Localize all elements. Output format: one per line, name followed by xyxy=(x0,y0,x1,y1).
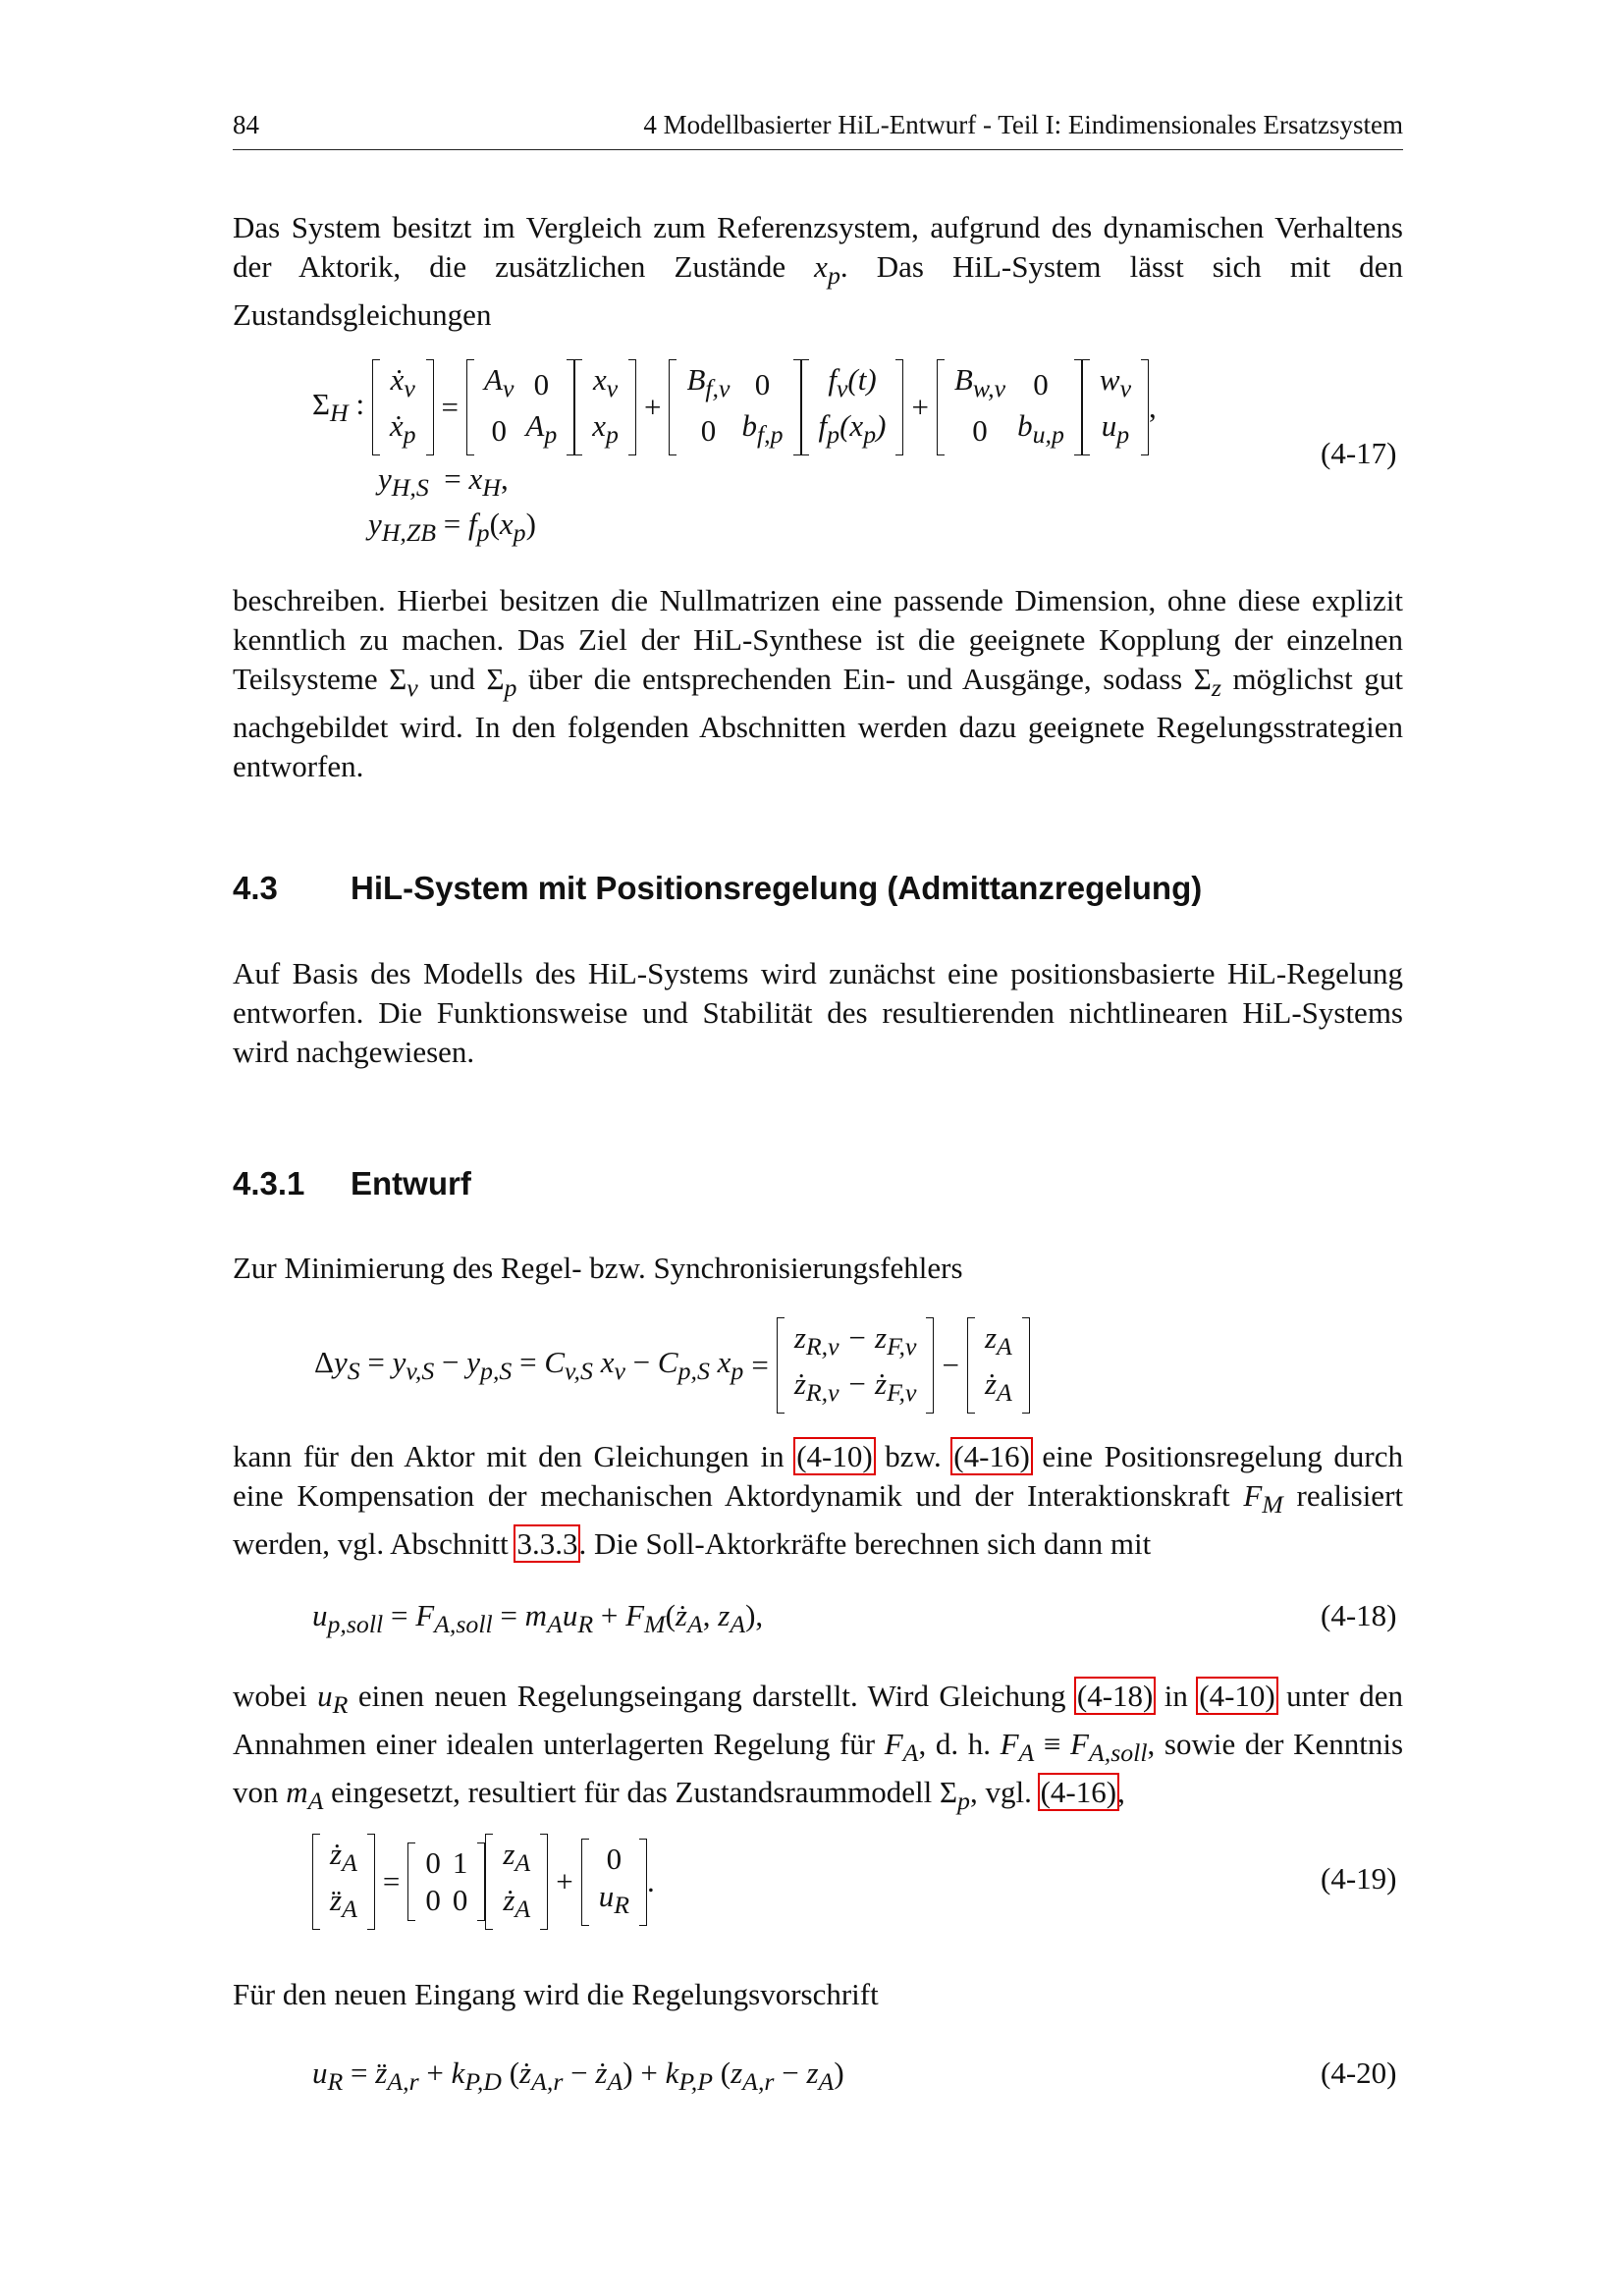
equation-4-18: $u_{p,soll} = F_{A,soll} = m_Au_R$ + $F_M(ż_A$, $z_A$), xyxy=(312,1598,764,1639)
section-ref-3-3-3[interactable]: 3.3.3 xyxy=(516,1526,578,1562)
paragraph-position-control: kann für den Aktor mit den Gleichungen in (4-10) bzw. (4-16) eine Positionsregelung durch eine Kompensation der mechanischen Aktordynamik und der Interaktionskraft $F_M$ realisiert werden, vgl. Abschnitt 3.3.3. Die Soll-Aktorkräfte berechnen sich dann mit xyxy=(233,1439,1403,1562)
equation-4-17-output-zb: $y_{H,ZB} = f_p(x_p)$ xyxy=(368,507,536,548)
equation-sync-error: $\Delta y_S = y_{v,S} - y_{p,S} = C_{v,S}$ $x_v - C_{p,S}$ $x_p$ = $z_{R,v} - z_{F,v}$ $ż_{R,v}$ − $ż_{F,v}$ − $z_A$ $ż_A$ xyxy=(314,1317,1030,1414)
subsection-heading-4-3-1: 4.3.1 Entwurf xyxy=(233,1165,471,1201)
equation-label-4-17: (4-17) xyxy=(1321,436,1397,470)
equation-4-19: $ż_A$ $z̈_A$ = 0 1 0 0 $z_A$ $ż_A$ + 0 $u_R$ . xyxy=(312,1834,655,1930)
page-number: 84 xyxy=(233,110,259,139)
paragraph-intro: Das System besitzt im Vergleich zum Referenzsystem, aufgrund des dynamischen Verhaltens der Aktorik, die zusätzlichen Zustände $x_p$. Das HiL-System lässt sich mit den Zustandsgleichungen xyxy=(233,210,1404,333)
equation-label-4-18: (4-18) xyxy=(1321,1598,1397,1632)
equation-ref-4-16[interactable]: (4-16) xyxy=(953,1439,1030,1473)
equation-ref-4-10-second[interactable]: (4-10) xyxy=(1199,1679,1275,1713)
equation-4-17-state: $\Sigma_H$ : ẋ$_v$ ẋ$_p$ = $A_v$ 0 0 $A_p$ $x_v$ $x_p$ + $B_{f,v}$ 0 0 $b_{f,p}$ $f_v(t)$ $f_p(x_p)$ + $B_{w,v}$ 0 0 $b_{u,p}$ $w_v$ $u_p$ , xyxy=(312,359,1157,455)
equation-4-17-output-s: $y_{H,S} = x_H$, xyxy=(378,461,509,503)
equation-ref-4-18[interactable]: (4-18) xyxy=(1076,1679,1154,1713)
paragraph-error-intro: Zur Minimierung des Regel- bzw. Synchronisierungsfehlers xyxy=(233,1251,963,1285)
equation-ref-4-10[interactable]: (4-10) xyxy=(796,1439,873,1473)
equation-4-20: $u_R$ = $z̈_{A,r} + k_{P,D}$ ($ż_{A,r}$ − $ż_A) + k_{P,P}$ $(z_{A,r} - z_A)$ xyxy=(312,2056,844,2097)
paragraph-new-input: wobei $u_R$ einen neuen Regelungseingang darstellt. Wird Gleichung (4-18) in (4-10) unter den Annahmen einer idealen unterlagerten Regelung für $F_A$, d. h. $F_A \equiv F_{A,soll}$, sowie der Kenntnis von $m_A$ eingesetzt, resultiert für das Zustandsraummodell $\Sigma_p$, vgl. (4-16), xyxy=(233,1679,1404,1816)
paragraph-section-intro: Auf Basis des Modells des HiL-Systems wird zunächst eine positionsbasierte HiL-Regelung entworfen. Die Funktionsweise und Stabilität des resultierenden nichtlinearen HiL-Systems wird nachgewiesen. xyxy=(233,956,1403,1069)
equation-label-4-19: (4-19) xyxy=(1321,1861,1397,1896)
running-title: 4 Modellbasierter HiL-Entwurf - Teil I: Eindimensionales Ersatzsystem xyxy=(643,110,1403,139)
equation-ref-4-16-second[interactable]: (4-16) xyxy=(1040,1775,1117,1810)
page-header xyxy=(233,110,1403,150)
paragraph-control-law-intro: Für den neuen Eingang wird die Regelungsvorschrift xyxy=(233,1977,879,2011)
section-heading-4-3: 4.3 HiL-System mit Positionsregelung (Admittanzregelung) xyxy=(233,870,1203,906)
equation-label-4-20: (4-20) xyxy=(1321,2056,1397,2090)
paragraph-description: beschreiben. Hierbei besitzen die Nullmatrizen eine passende Dimension, ohne diese explizit kenntlich zu machen. Das Ziel der HiL-Synthese ist die geeignete Kopplung der einzelnen Teilsysteme $\Sigma_v$ und $\Sigma_p$ über die entsprechenden Ein- und Ausgänge, sodass $\Sigma_z$ möglichst gut nachgebildet wird. In den folgenden Abschnitten werden dazu geeignete Regelungsstrategien entworfen. xyxy=(233,583,1404,784)
